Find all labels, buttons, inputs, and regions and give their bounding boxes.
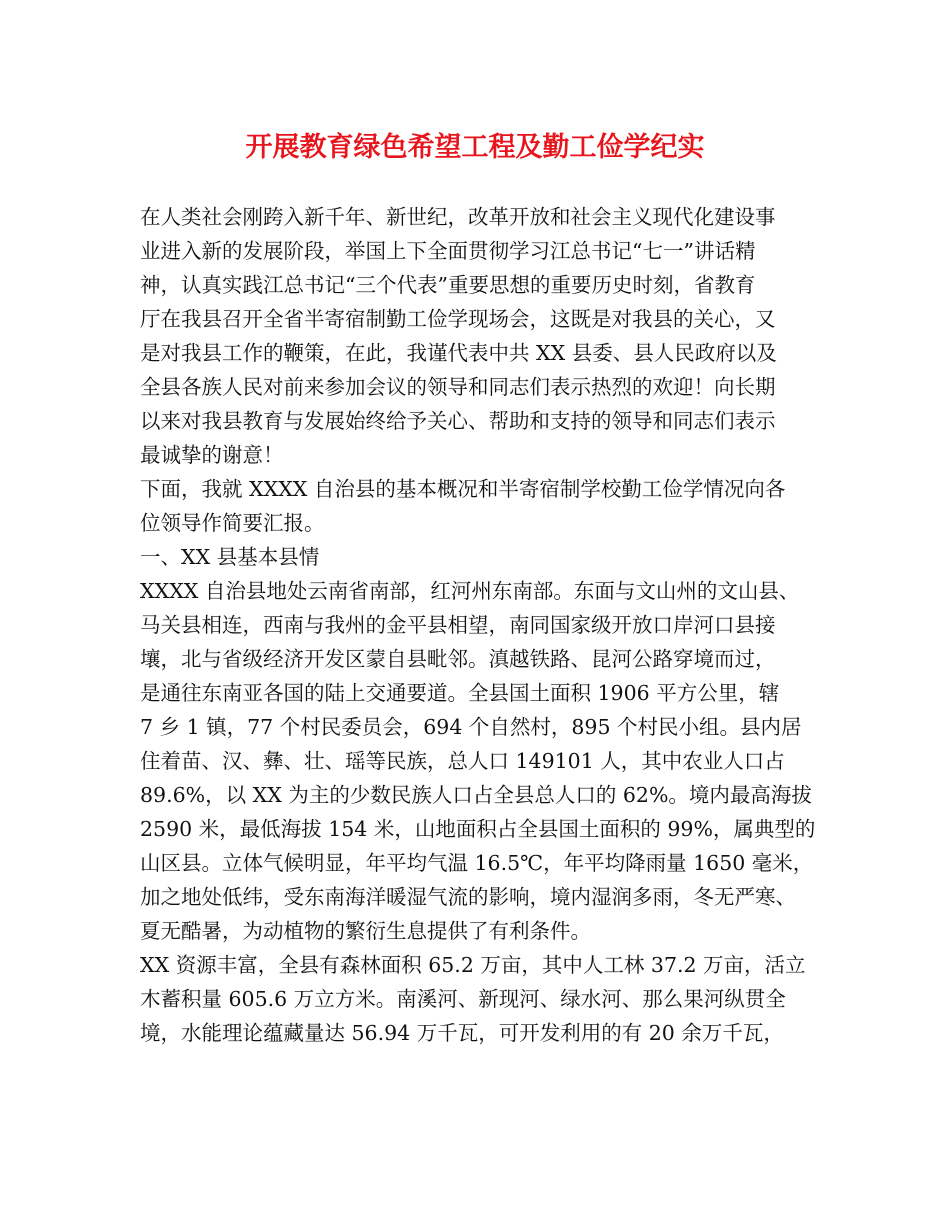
text-line: 在人类社会刚跨入新千年、新世纪，改革开放和社会主义现代化建设事 [140,205,776,229]
text-line: 加之地处低纬，受东南海洋暖湿气流的影响，境内湿润多雨，冬无严寒、 [140,885,796,909]
text-line: 马关县相连，西南与我州的金平县相望，南同国家级开放口岸河口县接 [140,613,776,637]
text-line: XXXX 自治县地处云南省南部，红河州东南部。东面与文山州的文山县、 [140,579,800,603]
text-line: 神，认真实践江总书记“三个代表”重要思想的重要历史时刻，省教育 [140,273,756,297]
text-line: 下面，我就 XXXX 自治县的基本概况和半寄宿制学校勤工俭学情况向各 [140,477,786,501]
text-line: 夏无酷暑，为动植物的繁衍生息提供了有利条件。 [140,919,591,943]
text-line: 7 乡 1 镇，77 个村民委员会，694 个自然村，895 个村民小组。县内居 [140,715,802,739]
text-line: 山区县。立体气候明显，年平均气温 16.5℃，年平均降雨量 1650 毫米， [140,851,814,875]
text-line: 是通往东南亚各国的陆上交通要道。全县国土面积 1906 平方公里，辖 [140,681,780,705]
text-line: 一、XX 县基本县情 [140,545,320,569]
document-title: 开展教育绿色希望工程及勤工俭学纪实 [245,132,705,163]
text-line: 木蓄积量 605.6 万立方米。南溪河、新现河、绿水河、那么果河纵贯全 [140,987,786,1011]
text-line: 境，水能理论蕴藏量达 56.94 万千瓦，可开发利用的有 20 余万千瓦， [140,1021,784,1045]
body-paragraph [140,200,820,472]
text-line: 业进入新的发展阶段，举国上下全面贯彻学习江总书记“七一”讲话精 [140,239,756,263]
text-line: 以来对我县教育与发展始终给予关心、帮助和支持的领导和同志们表示 [140,409,776,433]
body-paragraph [140,540,820,574]
body-paragraph [140,574,820,948]
text-line: 是对我县工作的鞭策，在此，我谨代表中共 XX 县委、县人民政府以及 [140,341,777,365]
body-paragraph [140,472,820,540]
text-line: 全县各族人民对前来参加会议的领导和同志们表示热烈的欢迎！向长期 [140,375,776,399]
text-line: 厅在我县召开全省半寄宿制勤工俭学现场会，这既是对我县的关心，又 [140,307,776,331]
text-line: 89.6%，以 XX 为主的少数民族人口占全县总人口的 62%。境内最高海拔 [140,783,812,807]
text-line: 2590 米，最低海拔 154 米，山地面积占全县国土面积的 99%，属典型的 [140,817,816,841]
text-line: 住着苗、汉、彝、壮、瑶等民族，总人口 149101 人，其中农业人口占 [140,749,785,773]
body-paragraph [140,948,820,1050]
text-line: 壤，北与省级经济开发区蒙自县毗邻。滇越铁路、昆河公路穿境而过， [140,647,776,671]
text-line: XX 资源丰富，全县有森林面积 65.2 万亩，其中人工林 37.2 万亩，活立 [140,953,806,977]
text-line: 位领导作简要汇报。 [140,511,325,535]
document-body [140,200,820,1050]
text-line: 最诚挚的谢意！ [140,443,284,467]
